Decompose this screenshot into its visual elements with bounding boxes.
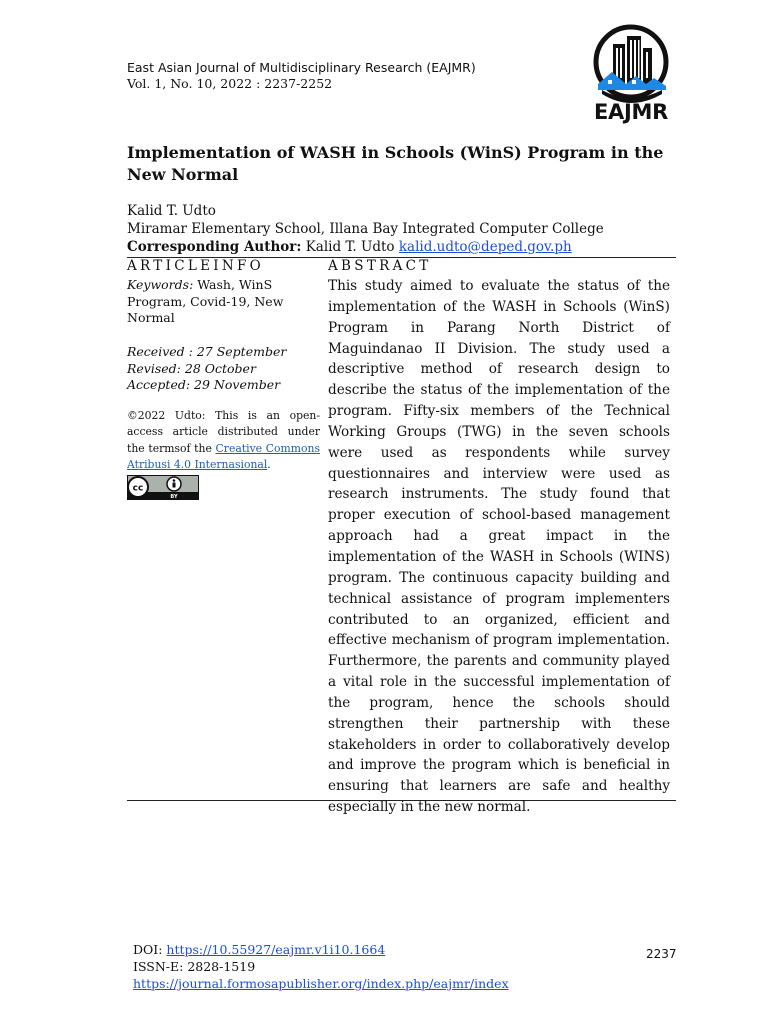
author-name: Kalid T. Udto [127, 203, 216, 219]
by-badge-text: BY [170, 494, 178, 500]
corresponding-email-link[interactable]: kalid.udto@deped.gov.ph [398, 239, 572, 255]
journal-name: East Asian Journal of Multidisciplinary Research (EAJMR) [127, 60, 476, 75]
abstract-heading: ABSTRACT [328, 258, 432, 274]
revised-date: Revised: 28 October [127, 360, 256, 376]
journal-url-link[interactable]: https://journal.formosapublisher.org/index.php/eajmr/index [133, 976, 509, 991]
keywords-label: Keywords: [127, 277, 194, 292]
page-number: 2237 [646, 947, 677, 961]
doi-link[interactable]: https://10.55927/eajmr.v1i10.1664 [166, 942, 386, 957]
corresponding-name: Kalid T. Udto [305, 239, 395, 255]
article-dates [127, 344, 317, 394]
abstract-body: This study aimed to evaluate the status of the implementation of the WASH in Schools (WinS) Program in Parang North District of Maguindanao II Division. The study used a descriptive method of research design to describe the status of the implementation of the program. Fifty-six members of the Technical Working Groups (TWG) in the seven schools were used as respondents while survey questionnaires and interview were used as research instruments. The study found that proper execution of school-based management approach had a great impact in the implementation of the WASH in Schools (WINS) program. The continuous capacity building and technical assistance of program implementers contributed to an organized, efficient and effective mechanism of program implementation. Furthermore, the parents and community played a vital role in the successful implementation of the program, hence the schools should strengthen their partnership with these stakeholders in order to collaboratively develop and improve the program which is beneficial in ensuring that learners are safe and healthy especially in the new normal. [328, 278, 670, 816]
keywords-value: Wash, WinS Program, Covid-19, New Normal [127, 277, 284, 325]
journal-volume-pages: Vol. 1, No. 10, 2022 : 2237-2252 [127, 76, 333, 91]
license-link[interactable]: Creative Commons Atribusi 4.0 Internasional [127, 441, 320, 471]
keywords [127, 277, 299, 327]
accepted-date: Accepted: 29 November [127, 377, 281, 392]
cc-badge-text: cc [132, 483, 144, 494]
author-affiliation: Miramar Elementary School, Illana Bay Integrated Computer College [127, 221, 604, 237]
doi [133, 941, 385, 958]
corresponding-label: Corresponding Author: [127, 239, 302, 255]
bottom-divider [127, 800, 676, 801]
logo-wordmark: EAJMR [594, 100, 668, 124]
article-title: Implementation of WASH in Schools (WinS) Program in the New Normal [127, 143, 664, 184]
license-notice [127, 408, 320, 473]
license-end: . [267, 457, 271, 471]
corresponding-author [127, 238, 572, 256]
journal-url [133, 975, 509, 992]
cc-by-license-icon[interactable] [127, 475, 199, 500]
issn: ISSN-E: 2828-1519 [133, 959, 256, 974]
doi-label: DOI: [133, 942, 163, 957]
article-info-heading: ARTICLEINFO [127, 258, 265, 274]
license-text: ©2022 Udto: This is an open-access article distributed under the termsof the [127, 409, 320, 455]
received-date: Received : 27 September [127, 344, 287, 359]
